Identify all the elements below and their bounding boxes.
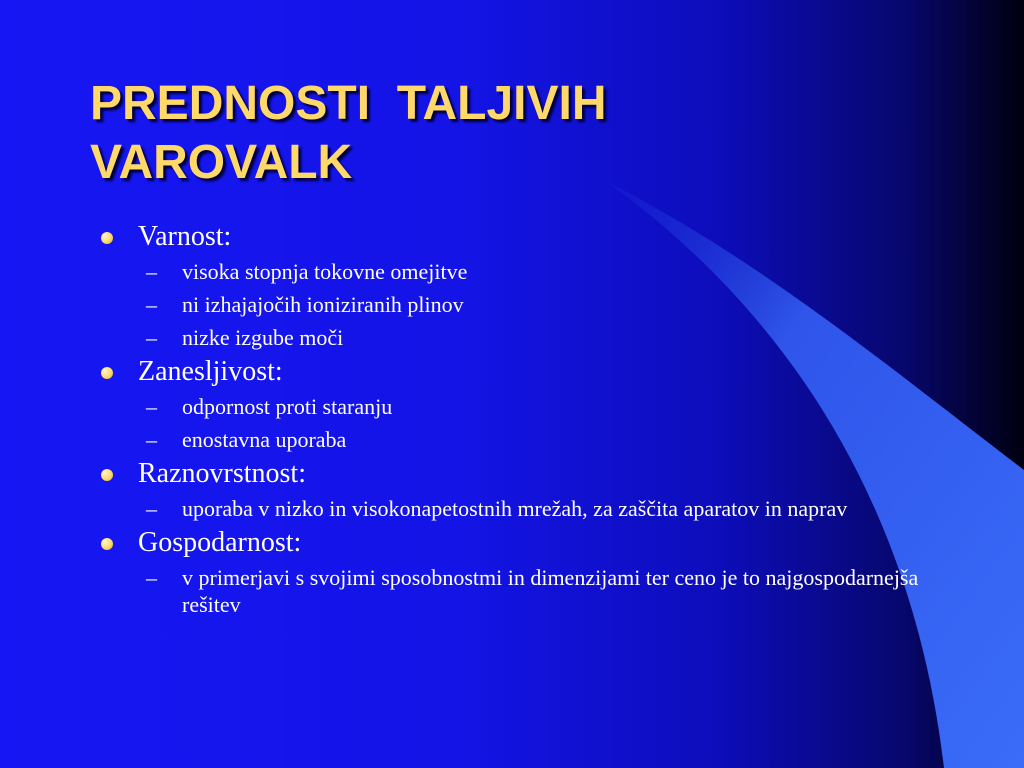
- sub-item: [98, 255, 938, 288]
- bullet-heading: Varnost:: [138, 221, 232, 252]
- bullet-heading: Zanesljivost:: [138, 356, 283, 387]
- sub-item-text: enostavna uporaba: [182, 427, 347, 452]
- bullet-list: [98, 219, 938, 621]
- sub-item: [98, 423, 938, 456]
- slide-title: [90, 74, 850, 192]
- sub-item: [98, 321, 938, 354]
- title-line-1: PREDNOSTI TALJIVIH: [90, 77, 607, 130]
- dash-icon: –: [146, 292, 157, 317]
- dash-icon: –: [146, 325, 157, 350]
- sub-item-text: nizke izgube moči: [182, 325, 344, 350]
- bullet-varnost: [98, 219, 938, 255]
- bullet-zanesljivost: [98, 354, 938, 390]
- sub-item: [98, 561, 938, 621]
- title-line-2: VAROVALK: [90, 136, 353, 189]
- dash-icon: –: [146, 394, 157, 419]
- sub-item-text: v primerjavi s svojimi sposobnostmi in dimenzijami ter ceno je to najgospodarnejša rešitev: [182, 565, 919, 617]
- sub-item: [98, 390, 938, 423]
- sub-item-text: odpornost proti staranju: [182, 394, 393, 419]
- sub-item: [98, 492, 938, 525]
- dash-icon: –: [146, 565, 157, 590]
- sub-item-text: uporaba v nizko in visokonapetostnih mrežah, za zaščita aparatov in naprav: [182, 496, 848, 521]
- bullet-dot-icon: [101, 538, 113, 550]
- bullet-dot-icon: [101, 232, 113, 244]
- bullet-dot-icon: [101, 367, 113, 379]
- bullet-heading: Gospodarnost:: [138, 527, 302, 558]
- sub-item-text: ni izhajajočih ioniziranih plinov: [182, 292, 464, 317]
- bullet-heading: Raznovrstnost:: [138, 458, 306, 489]
- bullet-gospodarnost: [98, 525, 938, 561]
- dash-icon: –: [146, 259, 157, 284]
- sub-item: [98, 288, 938, 321]
- dash-icon: –: [146, 427, 157, 452]
- sub-item-text: visoka stopnja tokovne omejitve: [182, 259, 468, 284]
- bullet-dot-icon: [101, 469, 113, 481]
- dash-icon: –: [146, 496, 157, 521]
- bullet-raznovrstnost: [98, 456, 938, 492]
